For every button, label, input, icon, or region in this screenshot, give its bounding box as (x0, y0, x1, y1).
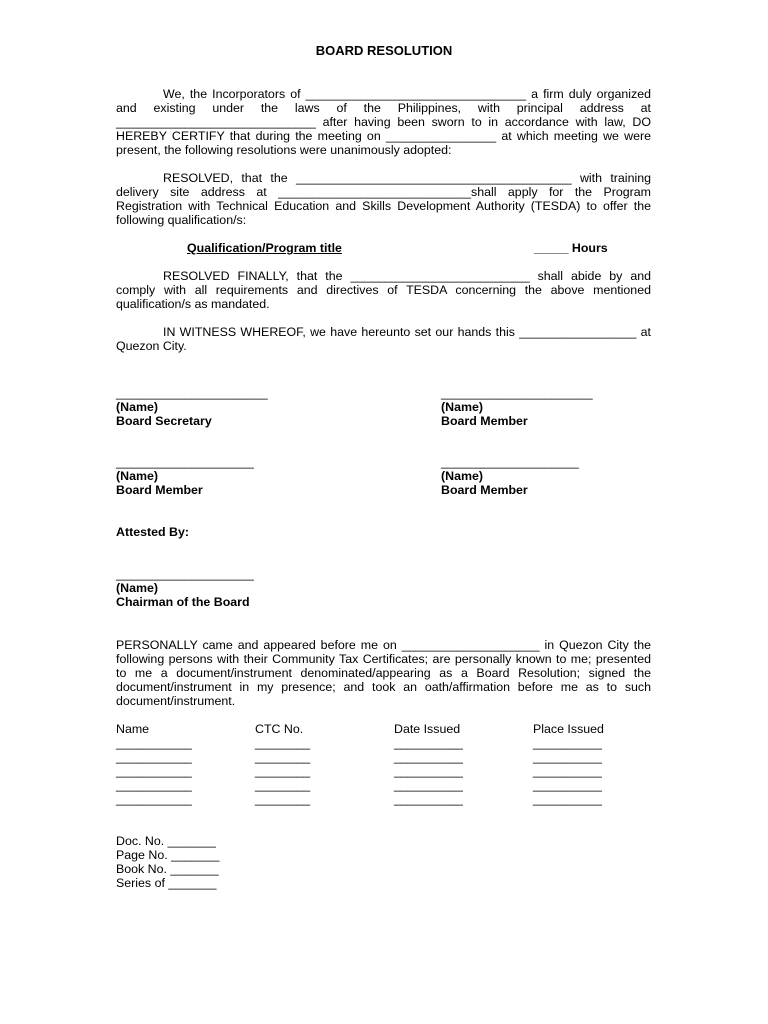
table-header-place: Place Issued (533, 722, 604, 736)
table-blank-cell: __________ (533, 764, 602, 778)
signatory-board-member-3 (441, 455, 579, 497)
table-blank-cell: __________ (533, 778, 602, 792)
table-header-name: Name (116, 722, 150, 736)
signatory-name: (Name) (116, 469, 158, 483)
signatory-role: Board Member (116, 483, 203, 497)
doc-no: Doc. No. _______ (116, 834, 216, 848)
table-blank-cell: ___________ (116, 764, 192, 778)
paragraph-personally-appeared: PERSONALLY came and appeared before me on ____________________ in Quezon City the following persons with their Community Tax Certificates; are personally known to me; presented to me a document/instrument denominated/appearing as a Board Resolution; signed the document/instrument in my presence; and took an oath/affirmation before me as to such document/instrument. (116, 638, 651, 708)
paragraph-incorporators: We, the Incorporators of ________________________________ a firm duly organized and existing under the laws of the Philippines, with principal address at _____________________________ after having been sworn to in accordance with law, DO HEREBY CERTIFY that during the meeting on ________________ at which meeting we were present, the following resolutions were unanimously adopted: (116, 87, 651, 157)
signatory-chairman (116, 567, 254, 609)
signatory-role: Chairman of the Board (116, 595, 250, 609)
table-blank-cell: __________ (394, 736, 463, 750)
table-header-date: Date Issued (394, 722, 461, 736)
signatory-board-secretary (116, 386, 268, 428)
table-blank-cell: __________ (533, 750, 602, 764)
document-title: BOARD RESOLUTION (315, 43, 453, 58)
table-blank-cell: ___________ (116, 750, 192, 764)
table-blank-cell: __________ (394, 764, 463, 778)
qualification-label: Qualification/Program title (187, 241, 342, 255)
ctc-table (116, 722, 656, 812)
signatory-board-member-2 (116, 455, 254, 497)
table-blank-cell: ________ (255, 764, 311, 778)
table-header-ctc: CTC No. (255, 722, 304, 736)
page-no: Page No. _______ (116, 848, 220, 862)
table-blank-cell: ___________ (116, 778, 192, 792)
table-blank-cell: ________ (255, 736, 311, 750)
table-blank-cell: __________ (394, 778, 463, 792)
table-blank-cell: ________ (255, 750, 311, 764)
signature-line: ____________________ (116, 567, 254, 581)
attested-by-label: Attested By: (116, 525, 189, 539)
table-blank-cell: __________ (394, 750, 463, 764)
notary-block (116, 834, 219, 890)
table-blank-cell: ________ (255, 792, 311, 806)
paragraph-resolved: RESOLVED, that the ________________________________________ with training delivery site address at ____________________________shall apply for the Program Registration with Technical Education and Skills Development Authority (TESDA) to offer the following qualification/s: (116, 171, 651, 227)
signatory-role: Board Member (441, 483, 528, 497)
signatory-role: Board Member (441, 414, 528, 428)
table-blank-cell: __________ (533, 736, 602, 750)
hours-label: _____ Hours (534, 241, 608, 255)
signatory-name: (Name) (116, 581, 158, 595)
paragraph-resolved-finally: RESOLVED FINALLY, that the __________________________ shall abide by and comply with all requirements and directives of TESDA concerning the above mentioned qualification/s as mandated. (116, 269, 651, 311)
signatory-board-member-1 (441, 386, 593, 428)
signatory-name: (Name) (441, 400, 483, 414)
paragraph-witness: IN WITNESS WHEREOF, we have hereunto set our hands this _________________ at Quezon City. (116, 325, 651, 353)
table-blank-cell: ___________ (116, 792, 192, 806)
signatory-name: (Name) (116, 400, 158, 414)
book-no: Book No. _______ (116, 862, 219, 876)
table-blank-cell: ___________ (116, 736, 192, 750)
signature-line: ______________________ (116, 386, 268, 400)
signature-line: ______________________ (441, 386, 593, 400)
signatory-name: (Name) (441, 469, 483, 483)
table-blank-cell: ________ (255, 778, 311, 792)
signature-line: ____________________ (441, 455, 579, 469)
table-blank-cell: __________ (533, 792, 602, 806)
signature-line: ____________________ (116, 455, 254, 469)
table-blank-cell: __________ (394, 792, 463, 806)
signatory-role: Board Secretary (116, 414, 212, 428)
series-of: Series of _______ (116, 876, 217, 890)
